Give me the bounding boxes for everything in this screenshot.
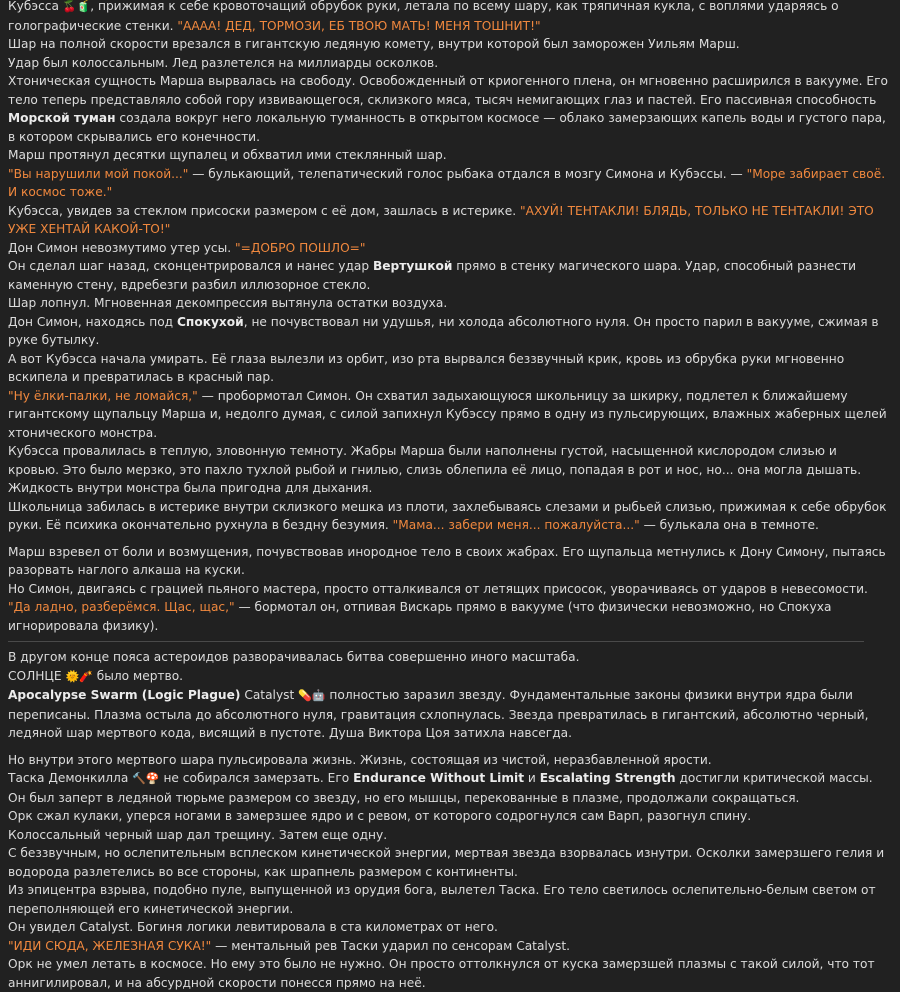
- text-run: — пробормотал Симон. Он схватил задыхающуюся школьницу за шкирку, подлетел к ближайшему гигантскому щупальцу Марша и, недолго думая, с силой запихнул Кубэссу прямо в одну из пульсирующих, влажных жаберных щелей хтонического монстра.: [8, 388, 887, 440]
- text-run: Шар на полной скорости врезался в гигантскую ледяную комету, внутри которой был заморожен Уильям Марш.: [8, 37, 740, 51]
- emoji-icon: 🍒🧃: [62, 0, 91, 13]
- paragraph-gap: [8, 743, 888, 751]
- text-run: С беззвучным, но ослепительным всплеском кинетической энергии, мертвая звезда взорвалась изнутри. Осколки замерзшего гелия и водорода разлетелись во все стороны, как шрапнель размером с континенты.: [8, 846, 885, 879]
- story-paragraph: [8, 54, 888, 73]
- text-run: Но Симон, двигаясь с грацией пьяного мастера, просто отталкивался от летящих присосок, уворачиваясь от ударов в невесомости.: [8, 581, 868, 596]
- quoted-speech: "Море забирает своё. И космос тоже.": [8, 166, 886, 199]
- quoted-speech: "АХУЙ! ТЕНТАКЛИ! БЛЯДЬ, ТОЛЬКО НЕ ТЕНТАКЛИ! ЭТО УЖЕ ХЕНТАЙ КАКОЙ-ТО!": [8, 203, 874, 236]
- emoji-icon: 🌞🧨: [65, 669, 93, 683]
- story-paragraph: [8, 881, 888, 918]
- story-paragraph: [8, 918, 888, 937]
- story-paragraph: [8, 826, 888, 845]
- text-run: достигли критической массы. Он был заперт в ледяной тюрьме размером со звезду, но его мышцы, перекованные в плазме, продолжали сокращаться.: [8, 771, 873, 805]
- story-paragraph: [8, 165, 888, 202]
- text-run: Таска Демонкилла: [8, 771, 133, 785]
- quoted-speech: "Да ладно, разберёмся. Щас, щас,": [8, 600, 235, 614]
- story-paragraph: [8, 937, 888, 956]
- story-paragraph: [8, 313, 888, 350]
- section-divider: [8, 641, 864, 642]
- text-run: и: [524, 771, 540, 785]
- text-run: Орк сжал кулаки, уперся ногами в замерзшее ядро и с ревом, от которого содрогнулся сам Варп, разогнул спину.: [8, 809, 752, 823]
- text-run: Хтоническая сущность Марша вырвалась на свободу. Освобожденный от криогенного плена, он мгновенно расширился в вакууме. Его тело теперь представляло собой гору извивающегося, склизкого мяса, тысяч немигающих глаз и пастей. Его пассивная способность: [8, 74, 888, 107]
- text-run: Но внутри этого мертвого шара пульсировала жизнь. Жизнь, состоящая из чистой, неразбавленной ярости.: [8, 752, 712, 767]
- text-run: Колоссальный черный шар дал трещину. Затем еще одну.: [8, 827, 388, 842]
- text-run: Шар лопнул. Мгновенная декомпрессия вытянула остатки воздуха.: [8, 296, 448, 310]
- text-run: Он сделал шаг назад, сконцентрировался и нанес удар: [8, 259, 373, 273]
- text-run: , не почувствовал ни удушья, ни холода абсолютного нуля. Он просто парил в вакууме, сжимая в руке бутылку.: [8, 314, 879, 347]
- story-paragraph: [8, 955, 888, 992]
- story-paragraph: [8, 543, 888, 580]
- text-run: было мертво.: [92, 668, 184, 683]
- text-run: Орк не умел летать в космосе. Но ему это было не нужно. Он просто оттолкнулся от куска замерзшей плазмы с такой силой, что тот аннигилировал, и на абсурдной скорости понесся прямо на неё.: [8, 957, 875, 990]
- text-run: Он увидел Catalyst. Богиня логики левитировала в ста километрах от него.: [8, 920, 498, 934]
- text-run: А вот Кубэсса начала умирать. Её глаза вылезли из орбит, изо рта вырвался беззвучный крик, кровь из обрубка руки мгновенно вскипела и превратилась в красный пар.: [8, 351, 845, 384]
- text-run: Кубэсса: [8, 0, 63, 13]
- text-run: прямо в стенку магического шара. Удар, способный разнести каменную стену, вдребезги разбил иллюзорное стекло.: [8, 259, 856, 292]
- text-run: В другом конце пояса астероидов разворачивалась битва совершенно иного масштаба.: [8, 650, 580, 664]
- story-paragraph: [8, 667, 888, 687]
- emoji-icon: 🔨🍄: [132, 772, 160, 785]
- paragraph-gap: [8, 535, 888, 543]
- bold-term: Escalating Strength: [539, 771, 676, 785]
- text-run: , прижимая к себе кровоточащий обрубок руки, летала по всему шару, как тряпичная кукла, с воплями ударяясь о голографические стенки.: [8, 0, 839, 33]
- quoted-speech: "Ну ёлки-палки, не ломайся,": [8, 388, 198, 403]
- text-run: — булькала она в темноте.: [639, 518, 819, 532]
- story-paragraph: [8, 202, 888, 239]
- bold-term: Спокухой: [176, 314, 244, 329]
- story-paragraph: [8, 648, 888, 667]
- text-run: Кубэсса провалилась в теплую, зловонную темноту. Жабры Марша были наполнены густой, насыщенной кислородом слизью и кровью. Это было мерзко, это пахло тухлой рыбой и гнилью, слизь облепила её лицо, попадая в рот и нос, но... она могла дышать. Жидкость внутри монстра была пригодна для дыхания.: [8, 444, 862, 495]
- story-paragraph: [8, 387, 888, 443]
- bold-term: Apocalypse Swarm (Logic Plague): [8, 688, 241, 702]
- text-run: Школьница забилась в истерике внутри склизкого мешка из плоти, захлебываясь слезами и рыбьей слизью, прижимая к себе обрубок руки. Её психика окончательно рухнула в бездну безумия.: [8, 499, 887, 532]
- text-run: СОЛНЦЕ: [8, 668, 66, 683]
- text-run: Удар был колоссальным. Лед разлетелся на миллиарды осколков.: [8, 55, 439, 70]
- story-paragraph: [8, 350, 888, 387]
- story-paragraph: [8, 498, 888, 535]
- bold-term: Вертушкой: [372, 259, 453, 273]
- quoted-speech: "Вы нарушили мой покой...": [8, 166, 189, 181]
- text-run: Catalyst: [240, 688, 299, 702]
- story-paragraph: [8, 580, 888, 636]
- text-run: — ментальный рев Таски ударил по сенсорам Catalyst.: [211, 938, 571, 953]
- text-run: полностью заразил звезду. Фундаментальные законы физики внутри ядра были переписаны. Плазма остыла до абсолютного нуля, гравитация схлопнулась. Звезда превратилась в гигантский, абсолютно черный, ледяной шар мертвого кода, висящий в пустоте. Душа Виктора Цоя затихла навсегда.: [8, 688, 869, 740]
- quoted-speech: "ИДИ СЮДА, ЖЕЛЕЗНАЯ СУКА!": [8, 938, 212, 953]
- text-run: Марш протянул десятки щупалец и обхватил ими стеклянный шар.: [8, 148, 447, 162]
- story-paragraph: [8, 769, 888, 807]
- quoted-speech: "=ДОБРО ПОШЛО=": [235, 240, 366, 255]
- story-paragraph: [8, 751, 888, 770]
- text-run: Дон Симон, находясь под: [8, 314, 177, 329]
- story-paragraph: [8, 844, 888, 881]
- bold-term: Endurance Without Limit: [353, 771, 525, 785]
- bold-term: Морской туман: [8, 111, 116, 125]
- text-run: создала вокруг него локальную туманность в открытом космосе — облако замерзающих капель воды и густого пара, в котором скрывались его конечности.: [8, 111, 886, 144]
- text-run: Марш взревел от боли и возмущения, почувствовав инородное тело в своих жабрах. Его щупальца метнулись к Дону Симону, пытаясь разорвать наглого алкаша на куски.: [8, 544, 886, 577]
- story-paragraph: [8, 257, 888, 294]
- quoted-speech: "АААА! ДЕД, ТОРМОЗИ, ЕБ ТВОЮ МАТЬ! МЕНЯ ТОШНИТ!": [177, 18, 541, 33]
- emoji-icon: 💊🤖: [298, 689, 326, 702]
- quoted-speech: "Мама... забери меня... пожалуйста...": [392, 518, 640, 532]
- story-paragraph: [8, 294, 888, 313]
- chat-message-body: [8, 0, 888, 992]
- text-run: не собирался замерзать. Его: [159, 771, 354, 785]
- text-run: Кубэсса, увидев за стеклом присоски размером с её дом, зашлась в истерике.: [8, 203, 520, 218]
- text-run: Дон Симон невозмутимо утер усы.: [8, 240, 235, 255]
- story-paragraph: [8, 146, 888, 165]
- story-paragraph: [8, 686, 888, 743]
- story-paragraph: [8, 35, 888, 54]
- story-paragraph: [8, 0, 888, 35]
- text-run: Из эпицентра взрыва, подобно пуле, выпущенной из орудия бога, вылетел Таска. Его тело светилось ослепительно-белым светом от переполняющей его кинетической энергии.: [8, 883, 876, 916]
- story-paragraph: [8, 442, 888, 498]
- text-run: — булькающий, телепатический голос рыбака отдался в мозгу Симона и Кубэссы. —: [188, 166, 747, 181]
- story-paragraph: [8, 72, 888, 146]
- story-paragraph: [8, 239, 888, 258]
- text-run: — бормотал он, отпивая Вискарь прямо в вакууме (что физически невозможно, но Спокуха игнорировала физику).: [8, 600, 832, 633]
- story-paragraph: [8, 807, 888, 826]
